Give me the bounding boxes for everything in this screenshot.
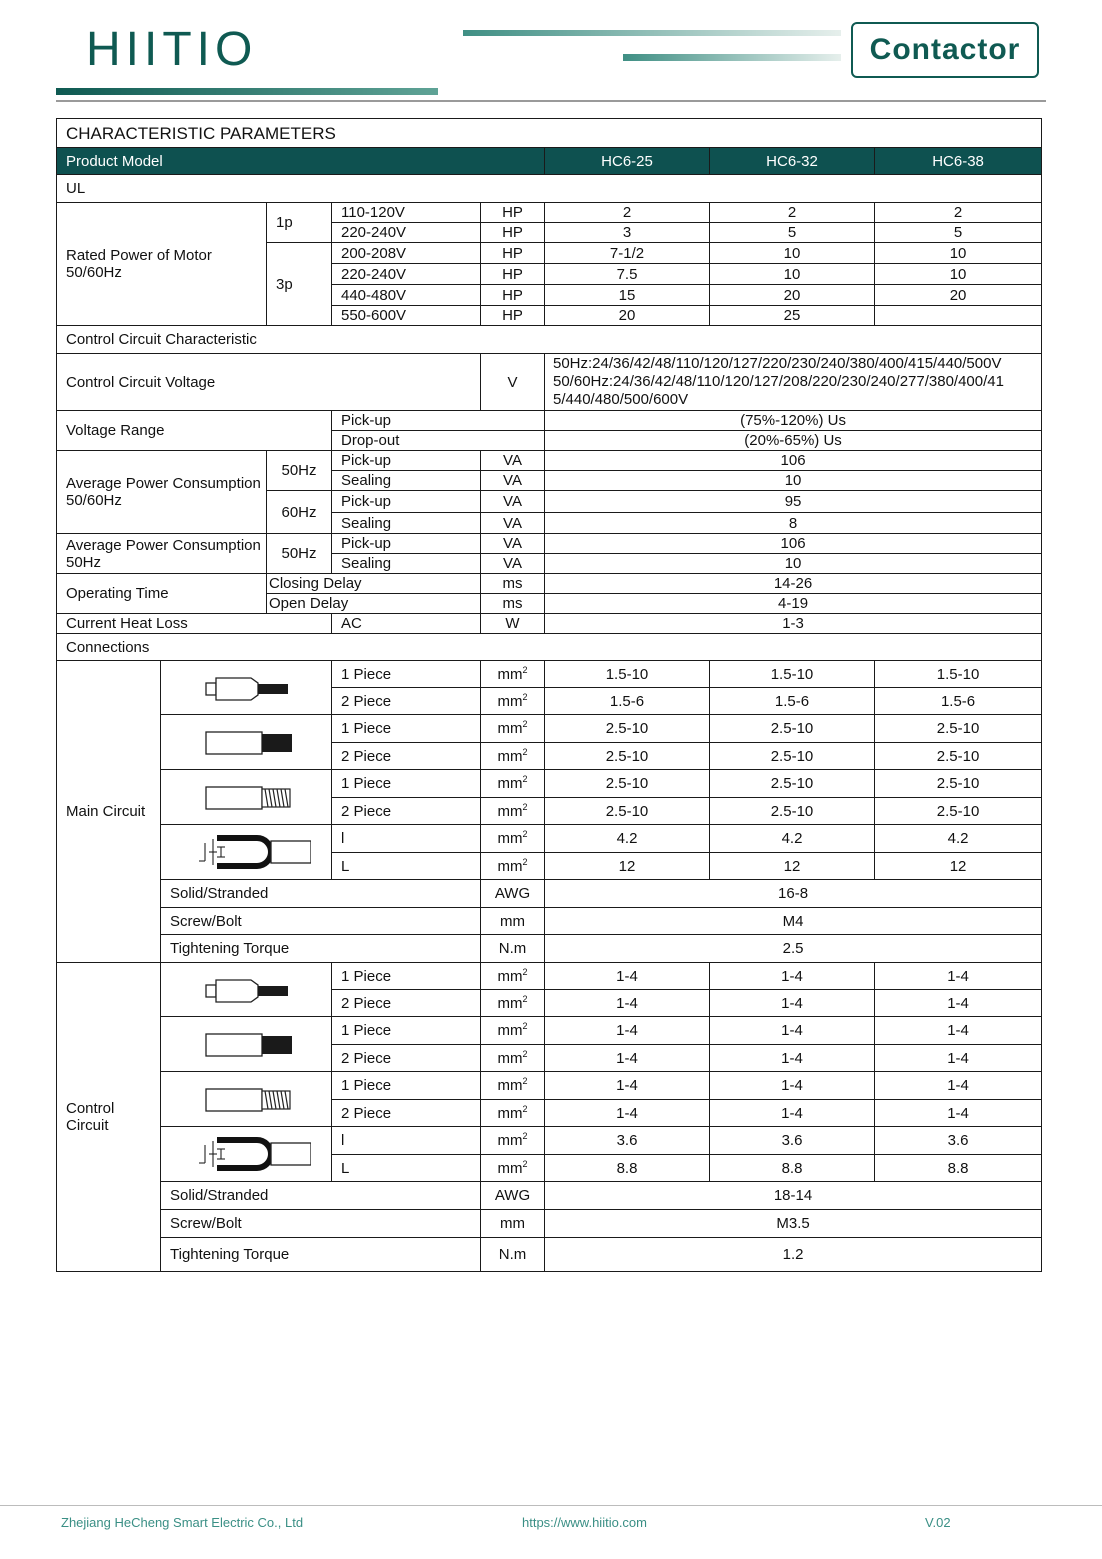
voltage-line: 50/60Hz:24/36/42/48/110/120/127/208/220/230/240/277/380/400/41: [553, 373, 1004, 390]
table-row: [57, 354, 1042, 411]
value-cell: 10: [710, 243, 875, 264]
value-cell: 1.5-6: [545, 688, 710, 715]
unit-cell: VA: [481, 534, 545, 554]
value-cell: 2.5-10: [875, 798, 1042, 825]
unit-cell: $mm^2$: [481, 963, 545, 990]
voltage-range-label: Voltage Range: [57, 411, 332, 451]
model-hc6-25: HC6-25: [545, 148, 710, 175]
unit-cell: $mm^2$: [481, 688, 545, 715]
value-cell: 2.5-10: [545, 743, 710, 770]
section-connections: Connections: [57, 634, 1042, 661]
unit-cell: $mm^2$: [481, 798, 545, 825]
table-row: [57, 1017, 1042, 1045]
stranded-wire-icon: [161, 770, 332, 825]
value-cell: 10: [545, 471, 1042, 491]
solid-wire-icon: [161, 715, 332, 770]
tightening-torque-value: 2.5: [545, 935, 1042, 963]
item-cell: L: [332, 853, 481, 880]
item-cell: Pick-up: [332, 451, 481, 471]
header-bar-top: [463, 30, 841, 36]
value-cell: 106: [545, 534, 1042, 554]
avg-power-5060-label: Average Power Consumption 50/60Hz: [57, 451, 267, 534]
ferrule-drawing: [196, 671, 296, 705]
value-cell: 3.6: [545, 1127, 710, 1155]
value-cell: 2.5-10: [710, 798, 875, 825]
control-circuit-label: Control Circuit: [57, 963, 161, 1272]
value-cell: 2.5-10: [875, 715, 1042, 743]
table-row: [57, 1182, 1042, 1210]
unit-cell: $mm^2$: [481, 715, 545, 743]
unit-cell: HP: [481, 243, 545, 264]
unit-cell: VA: [481, 513, 545, 534]
avg-power-50-label: Average Power Consumption 50Hz: [57, 534, 267, 574]
screw-bolt-value: M3.5: [545, 1210, 1042, 1238]
table-row: [57, 574, 1042, 594]
item-cell: 1 Piece: [332, 715, 481, 743]
value-cell: 8.8: [545, 1155, 710, 1182]
value-cell: 2: [875, 203, 1042, 223]
unit-cell: AWG: [481, 880, 545, 908]
ferrule-icon: [161, 661, 332, 715]
table-row: [57, 661, 1042, 688]
item-cell: Sealing: [332, 554, 481, 574]
unit-cell: $mm^2$: [481, 1045, 545, 1072]
table-row: [57, 908, 1042, 935]
value-cell: 2.5-10: [545, 715, 710, 743]
voltage-cell: 200-208V: [332, 243, 481, 264]
item-cell: l: [332, 825, 481, 853]
item-cell: 2 Piece: [332, 990, 481, 1017]
u-lug-icon: [161, 825, 332, 880]
table-row: [57, 411, 1042, 431]
value-cell: 15: [545, 285, 710, 306]
value-cell: 1-4: [545, 990, 710, 1017]
voltage-line: 5/440/480/500/600V: [553, 391, 689, 408]
open-delay-label: Open Delay: [267, 594, 481, 614]
value-cell: 1-4: [875, 1017, 1042, 1045]
value-cell: 8.8: [875, 1155, 1042, 1182]
value-cell: 2: [710, 203, 875, 223]
value-cell: 7-1/2: [545, 243, 710, 264]
table-row: [57, 1127, 1042, 1155]
voltage-cell: 220-240V: [332, 223, 481, 243]
value-cell: 3.6: [875, 1127, 1042, 1155]
unit-cell: $mm^2$: [481, 853, 545, 880]
unit-cell: N.m: [481, 935, 545, 963]
closing-delay-value: 14-26: [545, 574, 1042, 594]
dropout-label: Drop-out: [332, 431, 545, 451]
value-cell: 20: [545, 306, 710, 326]
value-cell: 10: [710, 264, 875, 285]
u-lug-icon: [161, 1127, 332, 1182]
value-cell: 10: [875, 264, 1042, 285]
item-cell: 1 Piece: [332, 661, 481, 688]
unit-cell: mm: [481, 1210, 545, 1238]
table-row: [57, 614, 1042, 634]
item-cell: Sealing: [332, 471, 481, 491]
item-cell: 2 Piece: [332, 1100, 481, 1127]
value-cell: 1-4: [710, 1072, 875, 1100]
section-ul: UL: [57, 175, 1042, 203]
spec-table: [56, 118, 1042, 1272]
unit-cell: HP: [481, 264, 545, 285]
freq-60hz: 60Hz: [267, 491, 332, 534]
heat-loss-type: AC: [332, 614, 481, 634]
unit-cell: $mm^2$: [481, 990, 545, 1017]
table-row: [57, 1210, 1042, 1238]
value-cell: 2.5-10: [710, 770, 875, 798]
value-cell: 1-4: [710, 1100, 875, 1127]
footer-url[interactable]: https://www.hiitio.com: [522, 1515, 647, 1530]
value-cell: 4.2: [875, 825, 1042, 853]
table-row: [57, 451, 1042, 471]
unit-cell: HP: [481, 285, 545, 306]
value-cell: 1-4: [875, 1072, 1042, 1100]
value-cell: 1-4: [545, 1072, 710, 1100]
item-cell: 2 Piece: [332, 798, 481, 825]
value-cell: 5: [875, 223, 1042, 243]
dropout-value: (20%-65%) Us: [545, 431, 1042, 451]
unit-cell: $mm^2$: [481, 1100, 545, 1127]
voltage-cell: 550-600V: [332, 306, 481, 326]
screw-bolt-label: Screw/Bolt: [161, 1210, 481, 1238]
value-cell: 1-4: [710, 990, 875, 1017]
value-cell: 4.2: [545, 825, 710, 853]
table-row: [57, 770, 1042, 798]
operating-time-label: Operating Time: [57, 574, 267, 614]
model-hc6-38: HC6-38: [875, 148, 1042, 175]
value-cell: 106: [545, 451, 1042, 471]
value-cell: 1-4: [710, 1017, 875, 1045]
unit-cell: VA: [481, 554, 545, 574]
value-cell: 8.8: [710, 1155, 875, 1182]
value-cell: 1-4: [710, 1045, 875, 1072]
value-cell: 2.5-10: [710, 715, 875, 743]
section-control-circuit-characteristic: Control Circuit Characteristic: [57, 326, 1042, 354]
phase-3p: 3p: [267, 243, 332, 326]
closing-delay-label: Closing Delay: [267, 574, 481, 594]
unit-cell: HP: [481, 203, 545, 223]
table-title: CHARACTERISTIC PARAMETERS: [57, 119, 1042, 148]
item-cell: 1 Piece: [332, 1072, 481, 1100]
value-cell: 12: [710, 853, 875, 880]
header-bar-left: [56, 88, 438, 95]
item-cell: Sealing: [332, 513, 481, 534]
solid-wire-icon: [161, 1017, 332, 1072]
unit-cell: VA: [481, 471, 545, 491]
model-hc6-32: HC6-32: [710, 148, 875, 175]
unit-cell: AWG: [481, 1182, 545, 1210]
item-cell: Pick-up: [332, 491, 481, 513]
solid-wire-drawing: [196, 725, 296, 759]
item-cell: Pick-up: [332, 534, 481, 554]
value-cell: 1.5-10: [875, 661, 1042, 688]
unit-cell: VA: [481, 451, 545, 471]
value-cell: 2.5-10: [710, 743, 875, 770]
value-cell: 1.5-6: [710, 688, 875, 715]
table-row: [57, 880, 1042, 908]
footer-divider: [0, 1505, 1102, 1506]
u-lug-drawing: [181, 829, 311, 875]
solid-stranded-value: 16-8: [545, 880, 1042, 908]
value-cell: 20: [710, 285, 875, 306]
item-cell: 1 Piece: [332, 770, 481, 798]
table-row: [57, 203, 1042, 223]
unit-cell: mm: [481, 908, 545, 935]
value-cell: 2: [545, 203, 710, 223]
stranded-wire-icon: [161, 1072, 332, 1127]
value-cell: 2.5-10: [545, 770, 710, 798]
value-cell: 1-4: [875, 1100, 1042, 1127]
freq-50hz: 50Hz: [267, 534, 332, 574]
value-cell: 20: [875, 285, 1042, 306]
value-cell: 1-4: [710, 963, 875, 990]
product-model-label: Product Model: [57, 148, 545, 175]
value-cell: 95: [545, 491, 1042, 513]
solid-stranded-label: Solid/Stranded: [161, 1182, 481, 1210]
unit-cell: $mm^2$: [481, 1155, 545, 1182]
pickup-value: (75%-120%) Us: [545, 411, 1042, 431]
value-cell: 1.5-10: [710, 661, 875, 688]
model-header-row: [57, 148, 1042, 175]
value-cell: 5: [710, 223, 875, 243]
control-voltage-values: [545, 354, 1042, 411]
value-cell: 2.5-10: [545, 798, 710, 825]
value-cell: 2.5-10: [875, 743, 1042, 770]
item-cell: 1 Piece: [332, 963, 481, 990]
tightening-torque-value: 1.2: [545, 1238, 1042, 1272]
unit-cell: $mm^2$: [481, 1072, 545, 1100]
unit-cell: $mm^2$: [481, 1017, 545, 1045]
table-row: [57, 715, 1042, 743]
solid-stranded-label: Solid/Stranded: [161, 880, 481, 908]
control-voltage-label: Control Circuit Voltage: [57, 354, 481, 411]
unit-cell: $mm^2$: [481, 825, 545, 853]
value-cell: 1-4: [875, 990, 1042, 1017]
value-cell: 3: [545, 223, 710, 243]
value-cell: 1.5-6: [875, 688, 1042, 715]
unit-cell: $mm^2$: [481, 770, 545, 798]
main-circuit-label: Main Circuit: [57, 661, 161, 963]
rated-power-label: Rated Power of Motor 50/60Hz: [57, 203, 267, 326]
table-row: [57, 935, 1042, 963]
stranded-wire-drawing: [196, 780, 296, 814]
unit-cell: ms: [481, 574, 545, 594]
value-cell: 1-4: [545, 1017, 710, 1045]
voltage-cell: 440-480V: [332, 285, 481, 306]
voltage-cell: 220-240V: [332, 264, 481, 285]
screw-bolt-value: M4: [545, 908, 1042, 935]
voltage-cell: 110-120V: [332, 203, 481, 223]
voltage-line: 50Hz:24/36/42/48/110/120/127/220/230/240/380/400/415/440/500V: [553, 355, 1002, 372]
value-cell: 1-4: [545, 1100, 710, 1127]
unit-cell: $mm^2$: [481, 661, 545, 688]
tightening-torque-label: Tightening Torque: [161, 935, 481, 963]
phase-1p: 1p: [267, 203, 332, 243]
value-cell: 1-4: [875, 1045, 1042, 1072]
value-cell: 10: [545, 554, 1042, 574]
unit-cell: HP: [481, 223, 545, 243]
heat-loss-label: Current Heat Loss: [57, 614, 332, 634]
table-row: [57, 1238, 1042, 1272]
value-cell: 1-4: [545, 963, 710, 990]
value-cell: 25: [710, 306, 875, 326]
value-cell: 1-4: [875, 963, 1042, 990]
item-cell: l: [332, 1127, 481, 1155]
open-delay-value: 4-19: [545, 594, 1042, 614]
ferrule-icon: [161, 963, 332, 1017]
solid-stranded-value: 18-14: [545, 1182, 1042, 1210]
unit-cell: ms: [481, 594, 545, 614]
unit-cell: W: [481, 614, 545, 634]
value-cell: 4.2: [710, 825, 875, 853]
value-cell: 12: [875, 853, 1042, 880]
unit-cell: N.m: [481, 1238, 545, 1272]
tightening-torque-label: Tightening Torque: [161, 1238, 481, 1272]
u-lug-drawing: [181, 1131, 311, 1177]
pickup-label: Pick-up: [332, 411, 545, 431]
ferrule-drawing: [196, 973, 296, 1007]
table-row: [57, 963, 1042, 990]
header-divider: [56, 100, 1046, 102]
footer-version: V.02: [925, 1515, 951, 1530]
unit-cell: $mm^2$: [481, 743, 545, 770]
footer-company: Zhejiang HeCheng Smart Electric Co., Ltd: [61, 1515, 304, 1530]
header-bar-mid: [623, 54, 841, 61]
table-row: [57, 1072, 1042, 1100]
value-cell: 1.5-10: [545, 661, 710, 688]
value-cell: 8: [545, 513, 1042, 534]
value-cell: 7.5: [545, 264, 710, 285]
unit-cell: V: [481, 354, 545, 411]
brand-logo: HIITIO: [86, 23, 258, 76]
value-cell: 3.6: [710, 1127, 875, 1155]
unit-cell: VA: [481, 491, 545, 513]
stranded-wire-drawing: [196, 1082, 296, 1116]
table-row: [57, 825, 1042, 853]
value-cell: [875, 306, 1042, 326]
item-cell: 2 Piece: [332, 688, 481, 715]
screw-bolt-label: Screw/Bolt: [161, 908, 481, 935]
freq-50hz: 50Hz: [267, 451, 332, 491]
value-cell: 1-4: [545, 1045, 710, 1072]
value-cell: 2.5-10: [875, 770, 1042, 798]
item-cell: 2 Piece: [332, 1045, 481, 1072]
heat-loss-value: 1-3: [545, 614, 1042, 634]
item-cell: L: [332, 1155, 481, 1182]
item-cell: 2 Piece: [332, 743, 481, 770]
value-cell: 10: [875, 243, 1042, 264]
unit-cell: $mm^2$: [481, 1127, 545, 1155]
value-cell: 12: [545, 853, 710, 880]
unit-cell: HP: [481, 306, 545, 326]
solid-wire-drawing: [196, 1027, 296, 1061]
product-badge: Contactor: [851, 22, 1039, 78]
table-row: [57, 534, 1042, 554]
item-cell: 1 Piece: [332, 1017, 481, 1045]
